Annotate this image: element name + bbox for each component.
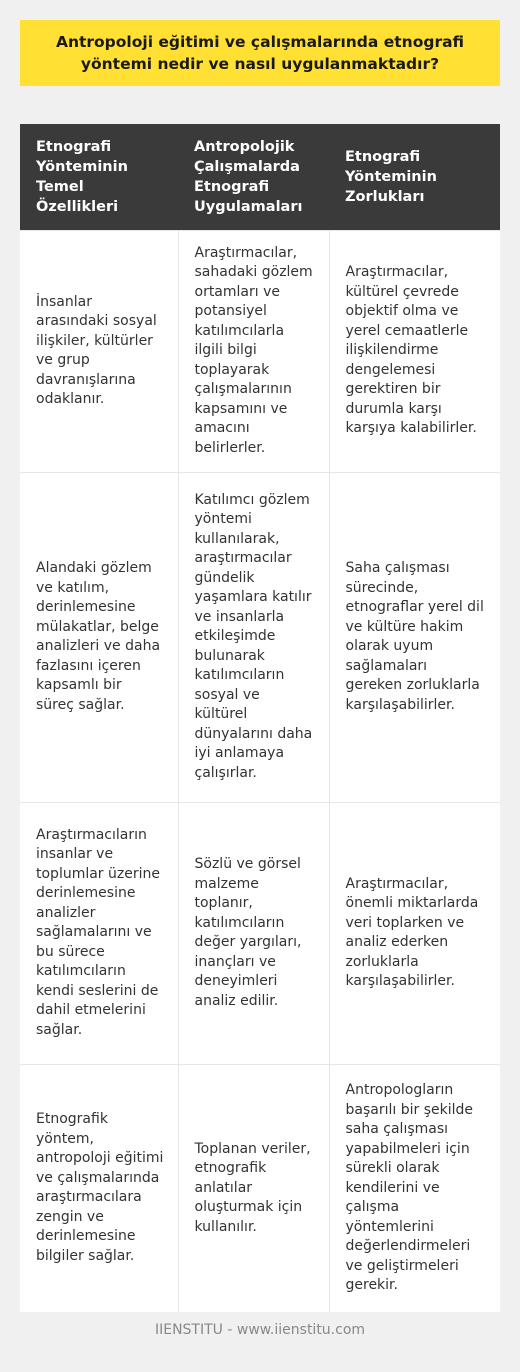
- comparison-table: [20, 124, 500, 1312]
- table-cell: Araştırmacılar, önemli miktarlarda veri toplarken ve analiz ederken zorluklarla karşılaşabilirler.: [329, 802, 500, 1064]
- table-cell: Toplanan veriler, etnografik anlatılar oluşturmak için kullanılır.: [178, 1064, 329, 1312]
- page-title: Antropoloji eğitimi ve çalışmalarında etnografi yöntemi nedir ve nasıl uygulanmaktadır?: [55, 33, 465, 73]
- table-cell: Araştırmacıların insanlar ve toplumlar üzerine derinlemesine analizler sağlamalarını ve bu sürece katılımcıların kendi seslerini de dahil etmelerini sağlar.: [20, 802, 178, 1064]
- comparison-table-container: [20, 124, 500, 1312]
- table-header-row: [20, 124, 500, 230]
- table-row: [20, 1064, 500, 1312]
- table-cell: Katılımcı gözlem yöntemi kullanılarak, araştırmacılar gündelik yaşamlara katılır ve insanlarla etkileşimde bulunarak katılımcıların sosyal ve kültürel dünyalarını daha iyi anlamaya çalışırlar.: [178, 472, 329, 802]
- column-header: Antropolojik Çalışmalarda Etnografi Uygulamaları: [178, 124, 329, 230]
- table-cell: Araştırmacılar, kültürel çevrede objektif olma ve yerel cemaatlerle ilişkilendirme dengelemesi gerektiren bir durumla karşı karşıya kalabilirler.: [329, 230, 500, 472]
- table-row: [20, 802, 500, 1064]
- table-row: [20, 230, 500, 472]
- title-banner: [20, 20, 500, 86]
- table-cell: Saha çalışması sürecinde, etnograflar yerel dil ve kültüre hakim olarak uyum sağlamaları gereken zorluklarla karşılaşabilirler.: [329, 472, 500, 802]
- table-cell: İnsanlar arasındaki sosyal ilişkiler, kültürler ve grup davranışlarına odaklanır.: [20, 230, 178, 472]
- table-cell: Araştırmacılar, sahadaki gözlem ortamları ve potansiyel katılımcılarla ilgili bilgi toplayarak çalışmalarının kapsamını ve amacını belirlerler.: [178, 230, 329, 472]
- table-cell: Sözlü ve görsel malzeme toplanır, katılımcıların değer yargıları, inançları ve deneyimleri analiz edilir.: [178, 802, 329, 1064]
- column-header: Etnografi Yönteminin Zorlukları: [329, 124, 500, 230]
- table-row: [20, 472, 500, 802]
- table-cell: Antropologların başarılı bir şekilde saha çalışması yapabilmeleri için sürekli olarak kendilerini ve çalışma yöntemlerini değerlendirmeleri ve geliştirmeleri gerekir.: [329, 1064, 500, 1312]
- table-cell: Etnografik yöntem, antropoloji eğitimi ve çalışmalarında araştırmacılara zengin ve derinlemesine bilgiler sağlar.: [20, 1064, 178, 1312]
- footer-credit: IIENSTITU - www.iienstitu.com: [154, 1322, 366, 1338]
- table-cell: Alandaki gözlem ve katılım, derinlemesine mülakatlar, belge analizleri ve daha fazlasını içeren kapsamlı bir süreç sağlar.: [20, 472, 178, 802]
- column-header: Etnografi Yönteminin Temel Özellikleri: [20, 124, 178, 230]
